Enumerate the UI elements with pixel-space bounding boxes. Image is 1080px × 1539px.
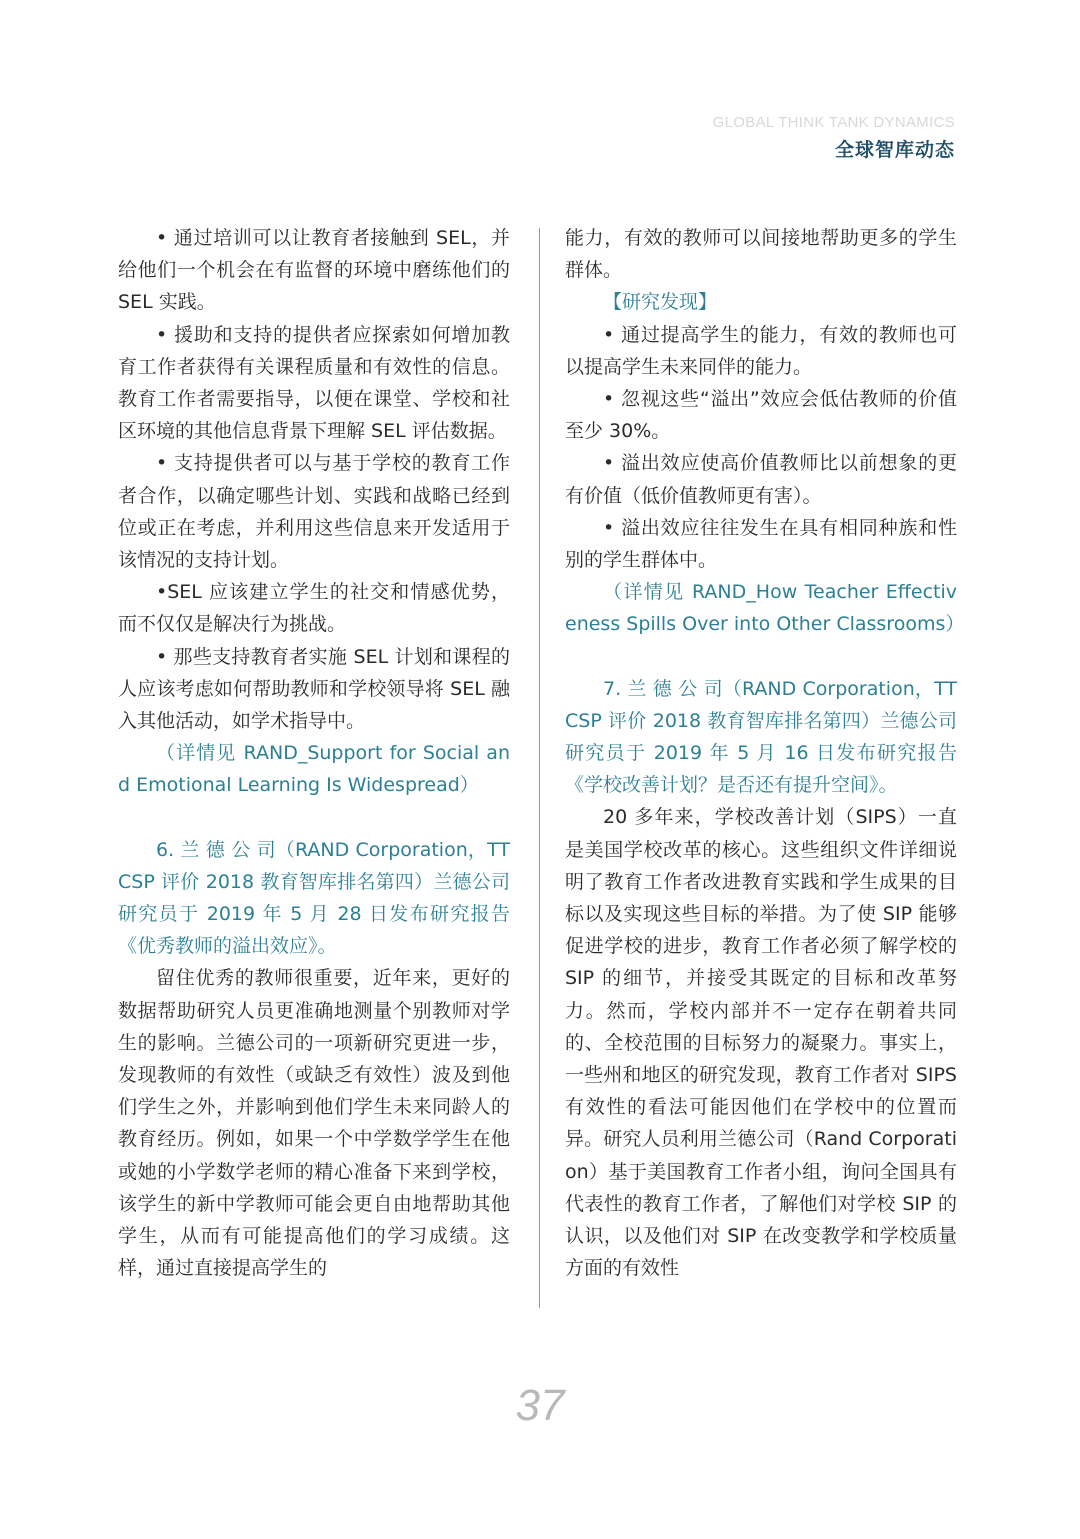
section-spacer (565, 641, 957, 673)
reference-note: （详情见 RAND_Support for Social and Emotional Learning Is Widespread） (118, 742, 510, 797)
finding-item: • 通过提高学生的能力，有效的教师也可以提高学生未来同伴的能力。 (565, 323, 957, 378)
right-column (565, 222, 965, 1285)
section-spacer (118, 802, 510, 834)
column-divider (539, 228, 540, 1308)
header-chinese-title: 全球智库动态 (834, 139, 955, 161)
bullet-paragraph: • 通过培训可以让教育者接触到 SEL，并给他们一个机会在有监督的环境中磨练他们的 SEL 实践。 (118, 227, 510, 314)
bullet-paragraph: • 支持提供者可以与基于学校的教育工作者合作，以确定哪些计划、实践和战略已经到位或正在考虑，并利用这些信息来开发适用于该情况的支持计划。 (118, 452, 510, 572)
bullet-paragraph: •SEL 应该建立学生的社交和情感优势，而不仅仅是解决行为挑战。 (118, 581, 510, 636)
header-english-title: GLOBAL THINK TANK DYNAMICS (712, 114, 955, 131)
body-paragraph: 留住优秀的教师很重要，近年来，更好的数据帮助研究人员更准确地测量个别教师对学生的影响。兰德公司的一项新研究更进一步，发现教师的有效性（或缺乏有效性）波及到他们学生之外，并影响到他们学生未来同龄人的教育经历。例如，如果一个中学数学学生在他或她的小学数学老师的精心准备下来到学校，该学生的新中学教师可能会更自由地帮助其他学生，从而有可能提高他们的学习成绩。这样，通过直接提高学生的 (118, 967, 510, 1280)
finding-item: • 溢出效应使高价值教师比以前想象的更有价值（低价值教师更有害）。 (565, 452, 957, 507)
page-number: 37 (515, 1381, 565, 1430)
bullet-paragraph: • 那些支持教育者实施 SEL 计划和课程的人应该考虑如何帮助教师和学校领导将 SEL 融入其他活动，如学术指导中。 (118, 645, 510, 733)
finding-item: • 忽视这些“溢出”效应会低估教师的价值至少 30%。 (565, 388, 957, 443)
body-paragraph-continuation: 能力，有效的教师可以间接地帮助更多的学生群体。 (565, 227, 957, 282)
bullet-paragraph: • 援助和支持的提供者应探索如何增加教育工作者获得有关课程质量和有效性的信息。教育工作者需要指导，以便在课堂、学校和社区环境的其他信息背景下理解 SEL 评估数据。 (118, 323, 510, 443)
left-column (118, 222, 510, 1285)
section-heading-6: 6. 兰 德 公 司（RAND Corporation，TTCSP 评价 2018 教育智库排名第四）兰德公司研究员于 2019 年 5 月 28 日发布研究报告《优秀教师的溢出效应》。 (118, 838, 510, 958)
findings-label: 【研究发现】 (603, 291, 718, 314)
reference-note: （详情见 RAND_How Teacher Effectiveness Spills Over into Other Classrooms） (565, 581, 965, 636)
finding-item: • 溢出效应往往发生在具有相同种族和性别的学生群体中。 (565, 516, 957, 572)
body-paragraph: 20 多年来，学校改善计划（SIPS）一直是美国学校改革的核心。这些组织文件详细说明了教育工作者改进教育实践和学生成果的目标以及实现这些目标的举措。为了使 SIP 能够促进学校的进步，教育工作者必须了解学校的 SIP 的细节，并接受其既定的目标和改革努力。然而，学校内部并不一定存在朝着共同的、全校范围的目标努力的凝聚力。事实上，一些州和地区的研究发现，教育工作者对 SIPS 有效性的看法可能因他们在学校中的位置而异。研究人员利用兰德公司（Rand Corporation）基于美国教育工作者小组，询问全国具有代表性的教育工作者，了解他们对学校 SIP 的认识，以及他们对 SIP 在改变教学和学校质量方面的有效性 (565, 806, 957, 1280)
section-heading-7: 7. 兰 德 公 司（RAND Corporation，TTCSP 评价 2018 教育智库排名第四）兰德公司研究员于 2019 年 5 月 16 日发布研究报告《学校改善计划？是否还有提升空间》。 (565, 677, 957, 797)
